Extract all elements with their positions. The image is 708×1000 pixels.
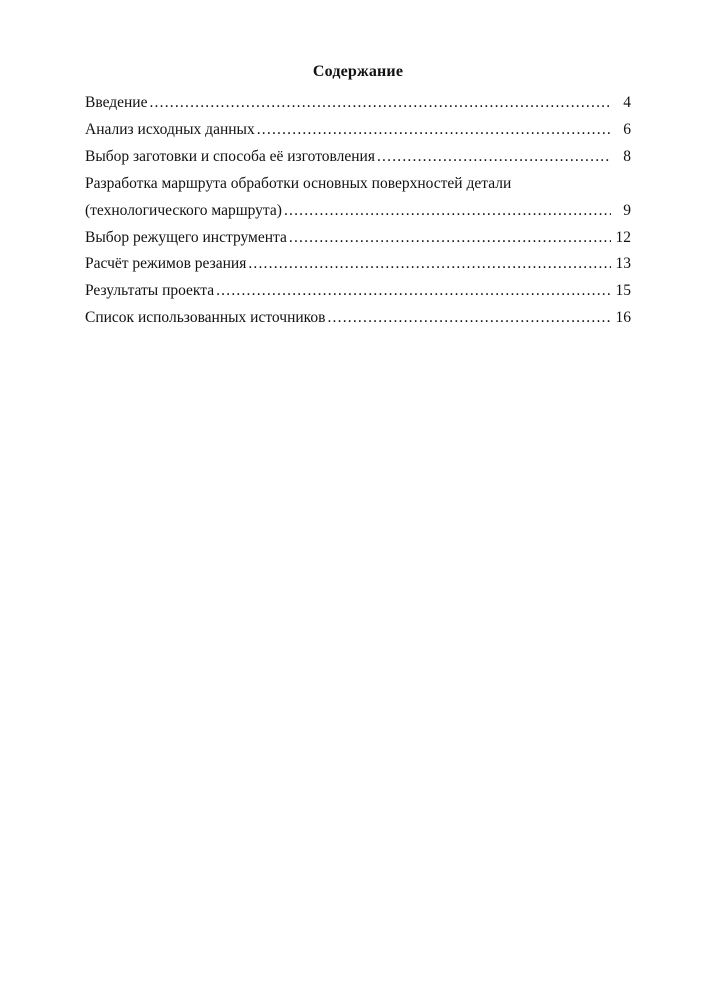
toc-page-number: 4 bbox=[623, 94, 631, 111]
dot-leader bbox=[284, 198, 611, 225]
toc-entry-vybor-zagotovki bbox=[85, 144, 631, 171]
toc-entry-label: Выбор режущего инструмента bbox=[85, 228, 287, 246]
toc-page-number: 8 bbox=[623, 147, 631, 165]
dot-leader bbox=[216, 278, 611, 305]
toc-entry-label: Расчёт режимов резания bbox=[85, 255, 247, 273]
toc-title: Содержание bbox=[312, 63, 404, 80]
toc-entry-vvedenie bbox=[85, 90, 631, 117]
dot-leader bbox=[377, 144, 611, 171]
toc-page-number: 13 bbox=[615, 255, 631, 273]
toc-entry-label: Анализ исходных данных bbox=[85, 120, 255, 138]
toc-entry-vybor-instrumenta bbox=[85, 225, 631, 252]
toc-page-number: 6 bbox=[623, 120, 631, 138]
toc-entry-label-line2: (технологического маршрута) bbox=[85, 201, 282, 219]
toc-page-number: 16 bbox=[615, 309, 631, 327]
toc-page-number: 12 bbox=[615, 228, 631, 246]
toc-entry-label: Выбор заготовки и способа её изготовления bbox=[85, 147, 375, 165]
toc-entry-analiz bbox=[85, 117, 631, 144]
dot-leader bbox=[289, 225, 611, 252]
toc-entry-label-line1: Разработка маршрута обработки основных поверхностей детали bbox=[85, 174, 512, 192]
toc-entry-razrabotka-marshruta bbox=[85, 171, 631, 225]
toc-entry-rezultaty bbox=[85, 278, 631, 305]
toc-entry-raschet-rezhimov bbox=[85, 251, 631, 278]
toc-entry-label: Введение bbox=[85, 94, 148, 111]
dot-leader bbox=[327, 305, 611, 332]
dot-leader bbox=[257, 117, 611, 144]
toc-page-number: 15 bbox=[615, 282, 631, 300]
toc-entry-spisok-istochnikov bbox=[85, 305, 631, 332]
table-of-contents bbox=[85, 90, 631, 332]
dot-leader bbox=[248, 251, 611, 278]
toc-page-number: 9 bbox=[623, 201, 631, 219]
toc-entry-label: Список использованных источников bbox=[85, 309, 326, 327]
dot-leader bbox=[149, 90, 611, 117]
toc-entry-label: Результаты проекта bbox=[85, 282, 215, 300]
